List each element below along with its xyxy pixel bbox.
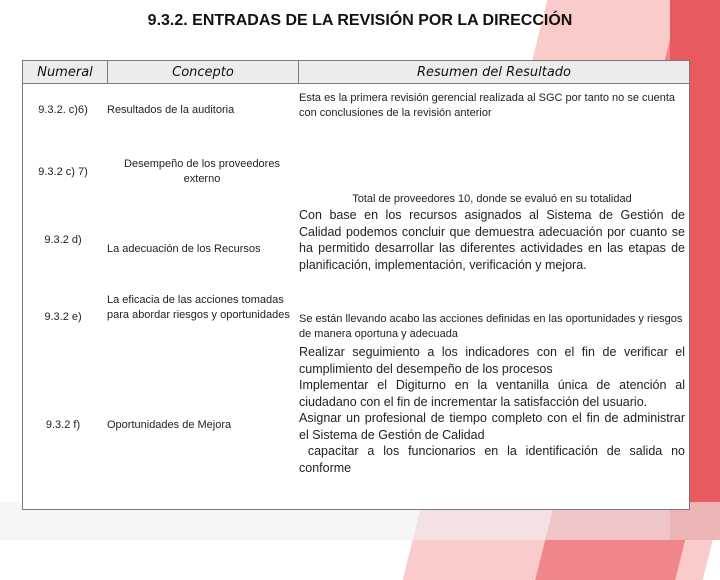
row-resumen: Total de proveedores 10, donde se evaluó en su totalidad [352,193,632,205]
row-numeral: 9.3.2 c) 7) [38,166,88,178]
row-concepto: Desempeño de los proveedores externo [124,158,280,185]
row-numeral: 9.3.2 e) [44,311,82,323]
row-resumen-list [299,344,689,476]
row-resumen: Esta es la primera revisión gerencial realizada al SGC por tanto no se cuenta con conclusiones de la revisión anterior [299,92,676,119]
row-resumen: Se están llevando acabo las acciones definidas en las oportunidades y riesgos de manera oportuna y adecuada [299,313,683,340]
row-resumen: Con base en los recursos asignados al Sistema de Gestión de Calidad podemos concluir que demuestra adecuación por cuanto se ha permitido desarrollar las diferentes actividades en las etapas de planificación, implementación, verificación y mejora. [299,208,685,272]
row-numeral: 9.3.2 d) [44,234,82,246]
header-resumen: Resumen del Resultado [417,65,571,80]
improvement-item: Implementar el Digiturno en la ventanilla única de atención al ciudadano con el fin de incrementar la satisfacción del usuario. [299,378,685,409]
results-table [22,60,690,510]
row-concepto: La adecuación de los Recursos [107,243,261,255]
header-concepto: Concepto [172,65,234,80]
improvement-item: Realizar seguimiento a los indicadores con el fin de verificar el cumplimiento del desempeño de los procesos [299,345,685,376]
slide-title: 9.3.2. ENTRADAS DE LA REVISIÓN POR LA DIRECCIÓN [147,12,573,29]
table-header [23,61,689,84]
row-concepto: La eficacia de las acciones tomadas para abordar riesgos y oportunidades [107,294,290,321]
improvement-item: capacitar a los funcionarios en la identificación de salida no conforme [299,444,689,475]
row-concepto: Oportunidades de Mejora [107,419,232,431]
row-numeral: 9.3.2 f) [45,419,81,431]
improvement-item: Asignar un profesional de tiempo completo con el fin de administrar el Sistema de Gestión de Calidad [299,411,685,442]
row-numeral: 9.3.2. c)6) [38,104,88,116]
header-numeral: Numeral [37,65,93,80]
row-concepto: Resultados de la auditoria [107,104,235,116]
